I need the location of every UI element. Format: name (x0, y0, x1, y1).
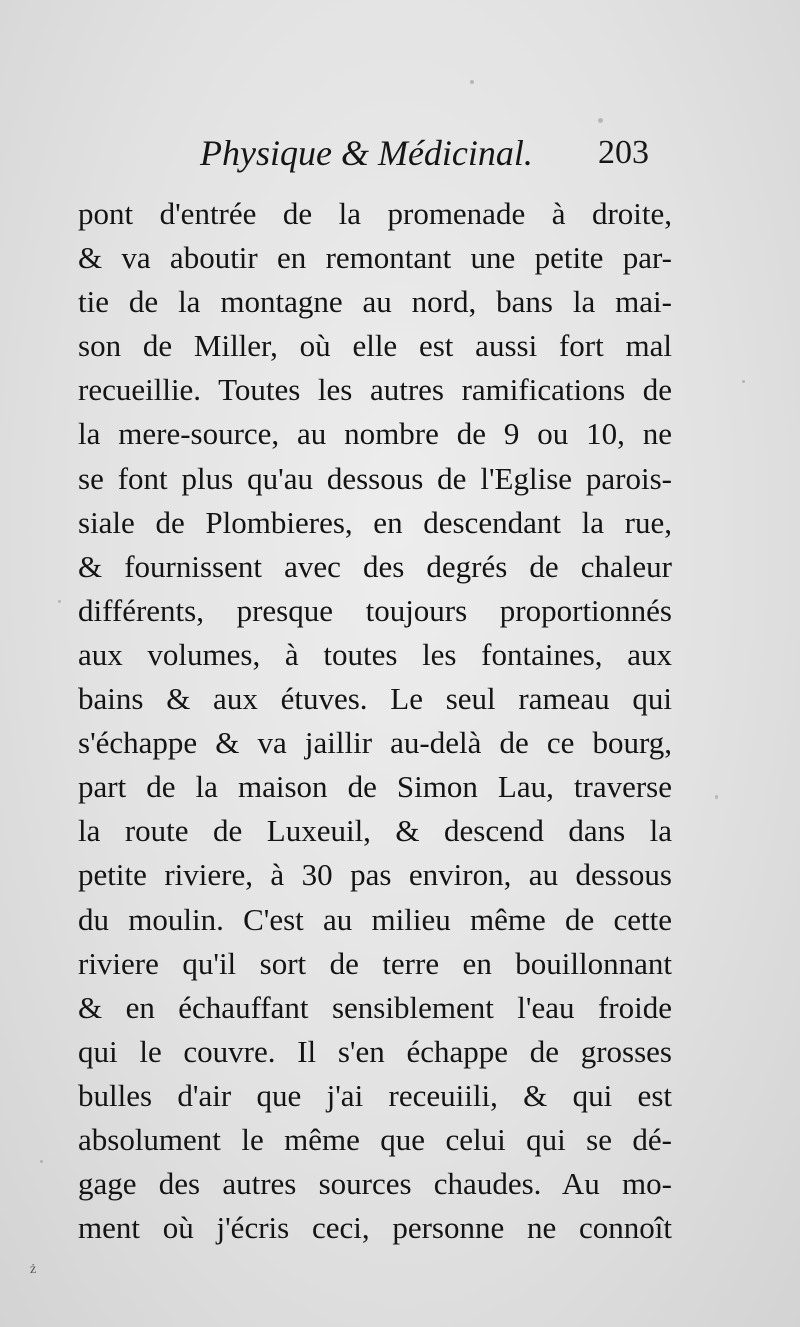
text-line: recueillie. Toutes les autres ramifications de (78, 372, 672, 408)
paper-speck (715, 795, 718, 799)
body-text (78, 192, 672, 1250)
text-line: gage des autres sources chaudes. Au mo- (78, 1166, 672, 1202)
text-line: bains & aux étuves. Le seul rameau qui (78, 681, 672, 717)
text-line: aux volumes, à toutes les fontaines, aux (78, 636, 672, 672)
text-line: différents, presque toujours proportionnés (78, 592, 672, 628)
paper-speck (742, 380, 745, 383)
text-line: bulles d'air que j'ai receuiili, & qui est (78, 1077, 672, 1113)
text-line: son de Miller, où elle est aussi fort mal (78, 328, 672, 364)
text-line: & va aboutir en remontant une petite par- (78, 240, 672, 276)
text-line: du moulin. C'est au milieu même de cette (78, 901, 672, 937)
text-line: se font plus qu'au dessous de l'Eglise parois- (78, 460, 672, 496)
text-line: part de la maison de Simon Lau, traverse (78, 769, 672, 805)
text-line: & fournissent avec des degrés de chaleur (78, 548, 672, 584)
page-number: 203 (598, 134, 649, 171)
paper-speck (40, 1160, 43, 1163)
paper-speck (598, 118, 603, 123)
text-line: tie de la montagne au nord, bans la mai- (78, 284, 672, 320)
text-line: la mere-source, au nombre de 9 ou 10, ne (78, 416, 672, 452)
paper-speck (470, 80, 474, 84)
text-line: absolument le même que celui qui se dé- (78, 1121, 672, 1157)
text-line: s'échappe & va jaillir au-delà de ce bourg, (78, 725, 672, 761)
running-head: Physique & Médicinal. (200, 133, 533, 173)
paper-speck (58, 600, 61, 603)
text-line: ment où j'écris ceci, personne ne connoît (78, 1210, 672, 1246)
text-line: & en échauffant sensiblement l'eau froide (78, 989, 672, 1025)
text-line: pont d'entrée de la promenade à droite, (78, 196, 672, 231)
page-header (0, 132, 800, 182)
text-line: petite riviere, à 30 pas environ, au dessous (78, 857, 672, 893)
corner-mark: ż (30, 1262, 37, 1277)
text-line: riviere qu'il sort de terre en bouillonnant (78, 945, 672, 981)
text-line: la route de Luxeuil, & descend dans la (78, 813, 672, 849)
text-line: qui le couvre. Il s'en échappe de grosses (78, 1033, 672, 1069)
text-line: siale de Plombieres, en descendant la rue, (78, 504, 672, 540)
